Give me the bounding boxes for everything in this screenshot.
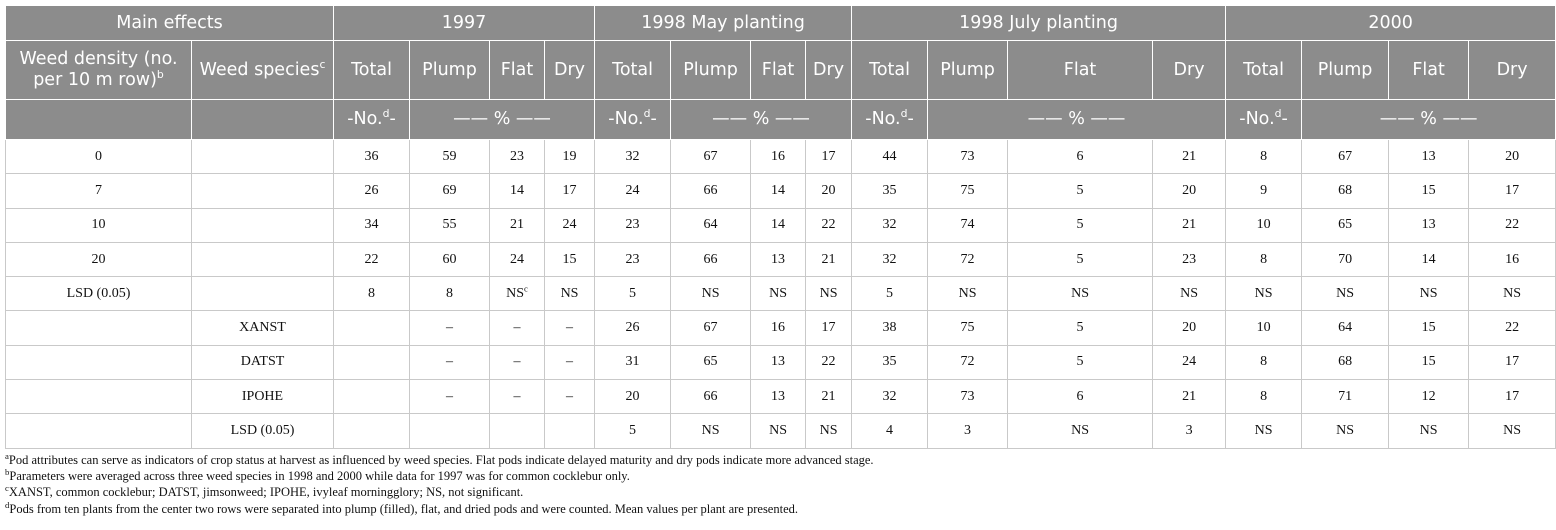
unit-percent-header: —— % —— <box>671 100 852 140</box>
value-cell <box>334 380 410 414</box>
value-cell: – <box>490 380 545 414</box>
value-cell: 16 <box>751 140 806 174</box>
weed-density-header: Weed density (no. per 10 m row)$^b$ <box>6 41 192 100</box>
value-cell <box>334 345 410 379</box>
value-cell: – <box>410 380 490 414</box>
value-cell: 24 <box>1153 345 1226 379</box>
unit-percent-header: —— % —— <box>1302 100 1556 140</box>
value-cell: 5 <box>595 277 671 311</box>
value-cell: 68 <box>1302 345 1389 379</box>
value-cell: NS <box>1226 277 1302 311</box>
metric-header-total: Total <box>334 41 410 100</box>
value-cell: 3 <box>928 414 1008 448</box>
metric-header-flat: Flat <box>490 41 545 100</box>
value-cell: 32 <box>595 140 671 174</box>
value-cell: 5 <box>1008 174 1153 208</box>
value-cell <box>334 311 410 345</box>
value-cell: 36 <box>334 140 410 174</box>
value-cell: 22 <box>334 242 410 276</box>
weed-species-cell: IPOHE <box>192 380 334 414</box>
pod-attributes-table <box>5 5 1556 449</box>
value-cell: – <box>545 311 595 345</box>
value-cell: 71 <box>1302 380 1389 414</box>
value-cell: 15 <box>545 242 595 276</box>
footnote: $^b$Parameters were averaged across three weed species in 1998 and 2000 while data for 1997 was for common cocklebur only. <box>5 466 630 483</box>
weed-density-cell: 20 <box>6 242 192 276</box>
value-cell: 17 <box>806 140 852 174</box>
value-cell: 64 <box>671 208 751 242</box>
weed-density-cell <box>6 414 192 448</box>
value-cell: 13 <box>1389 208 1469 242</box>
value-cell: 35 <box>852 345 928 379</box>
value-cell: 23 <box>490 140 545 174</box>
value-cell: 32 <box>852 242 928 276</box>
weed-species-cell: DATST <box>192 345 334 379</box>
value-cell: 68 <box>1302 174 1389 208</box>
value-cell: 31 <box>595 345 671 379</box>
value-cell: 15 <box>1389 345 1469 379</box>
weed-species-cell <box>192 242 334 276</box>
table-row <box>6 140 1556 174</box>
value-cell: NS <box>1469 277 1556 311</box>
value-cell: 65 <box>671 345 751 379</box>
value-cell: 14 <box>1389 242 1469 276</box>
value-cell: 67 <box>1302 140 1389 174</box>
metric-header-plump: Plump <box>1302 41 1389 100</box>
value-cell: 66 <box>671 380 751 414</box>
value-cell: 5 <box>1008 208 1153 242</box>
value-cell <box>410 414 490 448</box>
value-cell: $NS^c$ <box>490 277 545 311</box>
value-cell: 17 <box>806 311 852 345</box>
header-row-metrics <box>6 41 1556 100</box>
group-header-1998-may: 1998 May planting <box>595 6 852 41</box>
value-cell: 55 <box>410 208 490 242</box>
metric-header-dry: Dry <box>1153 41 1226 100</box>
value-cell: – <box>545 380 595 414</box>
value-cell: 21 <box>1153 140 1226 174</box>
value-cell: NS <box>1302 277 1389 311</box>
value-cell: 23 <box>595 208 671 242</box>
value-cell: 72 <box>928 345 1008 379</box>
unit-count-header: -No.$^d$- <box>852 100 928 140</box>
value-cell: 44 <box>852 140 928 174</box>
value-cell: NS <box>806 414 852 448</box>
value-cell: 23 <box>1153 242 1226 276</box>
value-cell: 24 <box>545 208 595 242</box>
value-cell: 17 <box>1469 380 1556 414</box>
empty-header-cell <box>192 100 334 140</box>
value-cell: 8 <box>1226 242 1302 276</box>
weed-density-cell <box>6 380 192 414</box>
unit-count-header: -No.$^d$- <box>1226 100 1302 140</box>
table-row <box>6 208 1556 242</box>
metric-header-dry: Dry <box>806 41 852 100</box>
value-cell: 17 <box>545 174 595 208</box>
value-cell: NS <box>1226 414 1302 448</box>
weed-species-cell <box>192 140 334 174</box>
value-cell: 70 <box>1302 242 1389 276</box>
footnote: $^c$XANST, common cocklebur; DATST, jimsonweed; IPOHE, ivyleaf morningglory; NS, not significant. <box>5 483 524 500</box>
table-row <box>6 311 1556 345</box>
value-cell: 65 <box>1302 208 1389 242</box>
value-cell: 75 <box>928 311 1008 345</box>
group-header-1997: 1997 <box>334 6 595 41</box>
value-cell: NS <box>928 277 1008 311</box>
value-cell: 64 <box>1302 311 1389 345</box>
value-cell <box>545 414 595 448</box>
weed-species-cell: XANST <box>192 311 334 345</box>
metric-header-dry: Dry <box>1469 41 1556 100</box>
group-header-1998-july: 1998 July planting <box>852 6 1226 41</box>
value-cell: NS <box>751 414 806 448</box>
footnote: $^a$Pod attributes can serve as indicators of crop status at harvest as influenced by weed species. Flat pods indicate delayed maturity and dry pods indicate more advanced stage. <box>5 450 874 467</box>
value-cell: 8 <box>1226 345 1302 379</box>
value-cell: 22 <box>806 208 852 242</box>
header-row-groups <box>6 6 1556 41</box>
value-cell: NS <box>806 277 852 311</box>
value-cell: 66 <box>671 174 751 208</box>
value-cell: 16 <box>751 311 806 345</box>
value-cell: NS <box>1302 414 1389 448</box>
value-cell: 19 <box>545 140 595 174</box>
value-cell: 15 <box>1389 174 1469 208</box>
value-cell: 21 <box>1153 208 1226 242</box>
value-cell: 17 <box>1469 174 1556 208</box>
value-cell: 21 <box>1153 380 1226 414</box>
value-cell: 15 <box>1389 311 1469 345</box>
value-cell: 6 <box>1008 140 1153 174</box>
value-cell: 24 <box>595 174 671 208</box>
metric-header-dry: Dry <box>545 41 595 100</box>
metric-header-plump: Plump <box>671 41 751 100</box>
group-header-2000: 2000 <box>1226 6 1556 41</box>
value-cell: 8 <box>334 277 410 311</box>
table-row <box>6 174 1556 208</box>
value-cell: 5 <box>1008 311 1153 345</box>
unit-percent-header: —— % —— <box>928 100 1226 140</box>
weed-species-cell <box>192 277 334 311</box>
empty-header-cell <box>6 100 192 140</box>
table-row <box>6 242 1556 276</box>
metric-header-total: Total <box>852 41 928 100</box>
value-cell: – <box>490 345 545 379</box>
value-cell: 13 <box>751 345 806 379</box>
value-cell: 13 <box>751 242 806 276</box>
table-container <box>5 5 1528 517</box>
value-cell: NS <box>1389 414 1469 448</box>
metric-header-flat: Flat <box>1008 41 1153 100</box>
value-cell: – <box>545 345 595 379</box>
value-cell: 38 <box>852 311 928 345</box>
weed-species-cell: LSD (0.05) <box>192 414 334 448</box>
weed-density-cell: LSD (0.05) <box>6 277 192 311</box>
metric-header-plump: Plump <box>928 41 1008 100</box>
value-cell: 12 <box>1389 380 1469 414</box>
value-cell: 74 <box>928 208 1008 242</box>
value-cell: 14 <box>751 174 806 208</box>
value-cell: 75 <box>928 174 1008 208</box>
value-cell <box>334 414 410 448</box>
value-cell: 24 <box>490 242 545 276</box>
value-cell: NS <box>1153 277 1226 311</box>
metric-header-total: Total <box>1226 41 1302 100</box>
value-cell: 5 <box>595 414 671 448</box>
table-row <box>6 380 1556 414</box>
main-effects-header: Main effects <box>6 6 334 41</box>
value-cell: 6 <box>1008 380 1153 414</box>
value-cell: NS <box>1469 414 1556 448</box>
value-cell: NS <box>1008 277 1153 311</box>
value-cell: 3 <box>1153 414 1226 448</box>
value-cell: 21 <box>806 242 852 276</box>
value-cell: – <box>410 311 490 345</box>
value-cell: 5 <box>1008 345 1153 379</box>
weed-species-cell <box>192 174 334 208</box>
value-cell: 14 <box>751 208 806 242</box>
value-cell: 22 <box>806 345 852 379</box>
value-cell: 73 <box>928 380 1008 414</box>
value-cell: 13 <box>1389 140 1469 174</box>
metric-header-total: Total <box>595 41 671 100</box>
unit-count-header: -No.$^d$- <box>595 100 671 140</box>
value-cell: – <box>490 311 545 345</box>
value-cell: 10 <box>1226 208 1302 242</box>
value-cell: 20 <box>1153 174 1226 208</box>
value-cell: 5 <box>1008 242 1153 276</box>
value-cell: NS <box>1389 277 1469 311</box>
value-cell: 14 <box>490 174 545 208</box>
value-cell: 22 <box>1469 311 1556 345</box>
weed-density-cell: 7 <box>6 174 192 208</box>
value-cell: 35 <box>852 174 928 208</box>
value-cell: 72 <box>928 242 1008 276</box>
value-cell: 20 <box>1153 311 1226 345</box>
value-cell: 5 <box>852 277 928 311</box>
value-cell: NS <box>671 414 751 448</box>
unit-percent-header: —— % —— <box>410 100 595 140</box>
value-cell: NS <box>751 277 806 311</box>
value-cell: NS <box>545 277 595 311</box>
weed-density-cell: 10 <box>6 208 192 242</box>
value-cell: 10 <box>1226 311 1302 345</box>
value-cell: 32 <box>852 380 928 414</box>
value-cell: 20 <box>595 380 671 414</box>
weed-density-cell: 0 <box>6 140 192 174</box>
value-cell: 26 <box>595 311 671 345</box>
value-cell: NS <box>1008 414 1153 448</box>
metric-header-flat: Flat <box>751 41 806 100</box>
value-cell: 73 <box>928 140 1008 174</box>
weed-species-header: Weed species$^c$ <box>192 41 334 100</box>
value-cell: 21 <box>490 208 545 242</box>
value-cell: 59 <box>410 140 490 174</box>
value-cell <box>490 414 545 448</box>
value-cell: 66 <box>671 242 751 276</box>
value-cell: 8 <box>1226 380 1302 414</box>
value-cell: 4 <box>852 414 928 448</box>
weed-species-cell <box>192 208 334 242</box>
value-cell: 20 <box>1469 140 1556 174</box>
value-cell: 34 <box>334 208 410 242</box>
value-cell: 8 <box>1226 140 1302 174</box>
value-cell: 67 <box>671 140 751 174</box>
value-cell: 20 <box>806 174 852 208</box>
value-cell: 17 <box>1469 345 1556 379</box>
value-cell: – <box>410 345 490 379</box>
header-row-units <box>6 100 1556 140</box>
value-cell: 60 <box>410 242 490 276</box>
footnote: $^d$Pods from ten plants from the center two rows were separated into plump (filled), flat, and dried pods and were counted. Mean values per plant are presented. <box>5 499 799 516</box>
value-cell: 32 <box>852 208 928 242</box>
value-cell: 8 <box>410 277 490 311</box>
value-cell: 26 <box>334 174 410 208</box>
value-cell: 22 <box>1469 208 1556 242</box>
value-cell: 67 <box>671 311 751 345</box>
value-cell: NS <box>671 277 751 311</box>
value-cell: 21 <box>806 380 852 414</box>
table-row <box>6 345 1556 379</box>
footnotes <box>5 452 1455 517</box>
table-row <box>6 414 1556 448</box>
metric-header-plump: Plump <box>410 41 490 100</box>
value-cell: 23 <box>595 242 671 276</box>
value-cell: 9 <box>1226 174 1302 208</box>
value-cell: 16 <box>1469 242 1556 276</box>
value-cell: 13 <box>751 380 806 414</box>
weed-density-cell <box>6 345 192 379</box>
weed-density-cell <box>6 311 192 345</box>
unit-count-header: -No.$^d$- <box>334 100 410 140</box>
value-cell: 69 <box>410 174 490 208</box>
table-row <box>6 277 1556 311</box>
metric-header-flat: Flat <box>1389 41 1469 100</box>
